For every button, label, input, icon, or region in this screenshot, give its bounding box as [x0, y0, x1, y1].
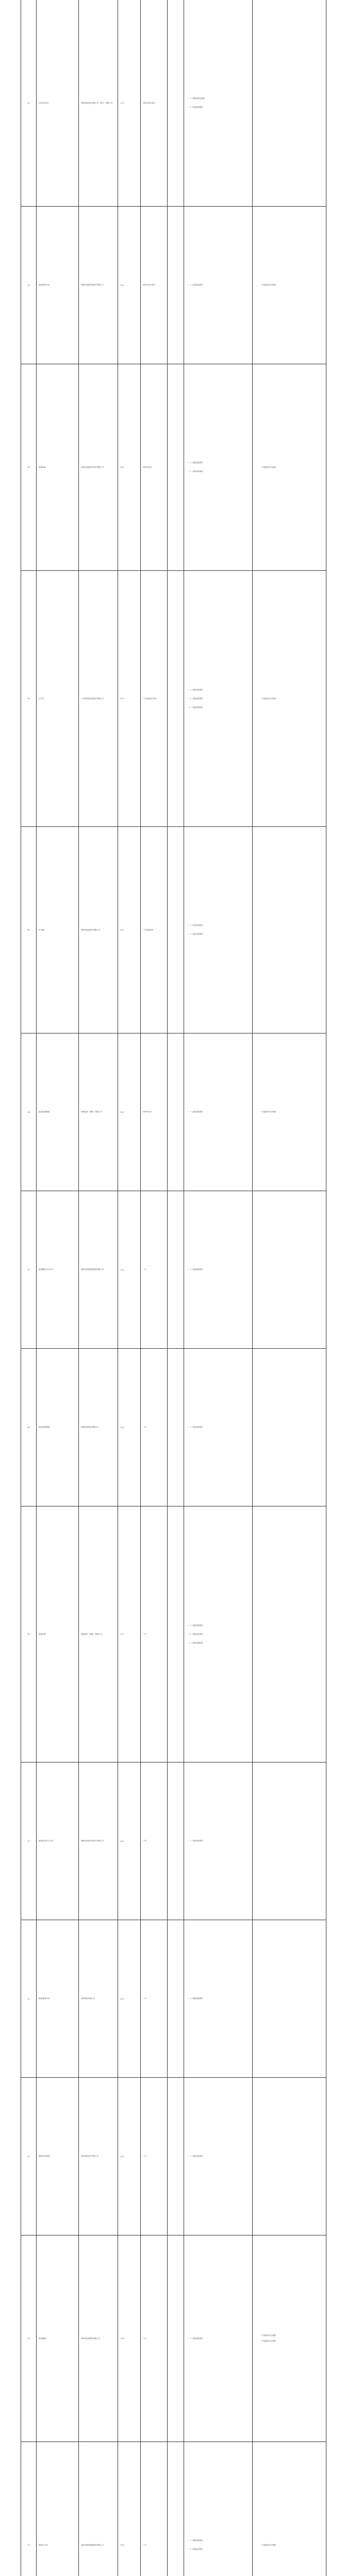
table-row	[21, 1191, 326, 1349]
product-name: 某某云平台	[37, 2442, 79, 2576]
requirements-cell	[184, 1349, 253, 1506]
table-row	[21, 0, 326, 207]
license-period: 2019年某月某日	[141, 207, 168, 364]
requirement-item: （一）某某某某要求	[187, 1624, 203, 1626]
note-item: 一个某某的安全问题	[260, 284, 276, 286]
notes-cell	[253, 1033, 326, 1191]
row-index: 03	[21, 364, 37, 570]
requirements-cell	[184, 1506, 253, 1762]
company-name: 深圳市某某网络科技有限公司	[79, 1191, 118, 1348]
notes-cell	[253, 1762, 326, 1920]
requirements-cell	[184, 2078, 253, 2235]
requirements-cell	[184, 571, 253, 826]
product-name: 某某Plus	[37, 364, 79, 570]
license-period: 三年	[141, 2442, 168, 2576]
category	[168, 1033, 184, 1191]
row-index: 09	[21, 1506, 37, 1762]
table-row	[21, 571, 326, 827]
product-name: 某某管理系统	[37, 1349, 79, 1506]
requirements-cell	[184, 2442, 253, 2576]
requirements-cell	[184, 364, 253, 570]
requirement-item: （一）某某某某要求	[187, 2155, 203, 2157]
requirement-item: （一）某某某某要求	[187, 1997, 203, 1999]
table-row	[21, 2078, 326, 2235]
row-index: 08	[21, 1349, 37, 1506]
notes-cell	[253, 1920, 326, 2077]
license-period: 2019年某月	[141, 1033, 168, 1191]
category	[168, 0, 184, 206]
product-name: 某某服务平台中心	[37, 1191, 79, 1348]
product-name: 某某软件(V1)	[37, 207, 79, 364]
license-period: 三年某某某年某月	[141, 571, 168, 826]
notes-cell	[253, 0, 326, 206]
category	[168, 1762, 184, 1920]
table	[21, 0, 326, 2576]
version: 2.0.0	[118, 2442, 141, 2576]
license-period: 二年	[141, 1191, 168, 1348]
notes-cell	[253, 827, 326, 1033]
table-row	[21, 2235, 326, 2442]
requirement-item: （二）某某标准要求	[187, 470, 203, 472]
category	[168, 2078, 184, 2235]
note-item: 一个某某的安全问题	[260, 2334, 276, 2337]
row-index: 14	[21, 2442, 37, 2576]
company-name: 广东省某某信息技术有限公司	[79, 571, 118, 826]
category	[168, 364, 184, 570]
category	[168, 2442, 184, 2576]
product-name: 云平台	[37, 571, 79, 826]
table-row	[21, 827, 326, 1033]
company-name: 深圳某某软件有限公司	[79, 2078, 118, 2235]
category	[168, 1191, 184, 1348]
requirements-cell	[184, 1920, 253, 2077]
version: 1.0.1	[118, 827, 141, 1033]
requirements-cell	[184, 0, 253, 206]
row-index: 05	[21, 827, 37, 1033]
company-name: 深圳某某科技有限公司	[79, 1349, 118, 1506]
requirements-cell	[184, 1191, 253, 1348]
license-period: 三年	[141, 2235, 168, 2442]
requirement-item: （三）某某某某标准	[187, 1641, 203, 1644]
license-period: 2019年某月	[141, 364, 168, 570]
requirement-item: （一）某某某某要求	[187, 1268, 203, 1270]
requirement-item: （二）某某标准要求	[187, 1633, 203, 1635]
note-item: 一个某某的安全问题	[260, 2340, 276, 2342]
requirement-item: （一）某某某某要求	[187, 462, 203, 464]
notes-cell	[253, 2442, 326, 2576]
category	[168, 2235, 184, 2442]
category	[168, 1349, 184, 1506]
note-item: 一个某某的安全问题	[260, 697, 276, 700]
version: 1.0.0	[118, 1349, 141, 1506]
product-name: XXXXX(V1)	[37, 0, 79, 206]
requirement-item: （一）某某某某要求	[187, 688, 203, 691]
row-index: 10	[21, 1762, 37, 1920]
product-name: 某某APP	[37, 1506, 79, 1762]
category	[168, 571, 184, 826]
requirements-cell	[184, 1762, 253, 1920]
row-index: 11	[21, 1920, 37, 2077]
table-row	[21, 2442, 326, 2576]
product-name: 某某系统	[37, 2235, 79, 2442]
product-name: 某某检测系统	[37, 1033, 79, 1191]
company-name: 某某软件（深圳）有限公司	[79, 1506, 118, 1762]
requirement-item: （一）某某某某要求	[187, 1426, 203, 1428]
requirement-item: （一）某某某某要求	[187, 1840, 203, 1842]
requirement-item: （一）某某某某要求	[187, 1111, 203, 1113]
license-period: 二年	[141, 1349, 168, 1506]
company-name: 深圳某某（深圳）有限公司	[79, 1033, 118, 1191]
requirement-item: （二）某某某某要求	[187, 106, 203, 108]
requirement-item: （一）某某某某要求	[187, 924, 203, 926]
requirement-item: （二）某某标准要求	[187, 697, 203, 700]
row-index: 04	[21, 571, 37, 826]
row-index: 07	[21, 1191, 37, 1348]
license-period: 2019年某月某日	[141, 0, 168, 206]
version: 1.0.1	[118, 1762, 141, 1920]
version: 2.1.0	[118, 1920, 141, 2077]
license-period: 二年	[141, 1920, 168, 2077]
table-row	[21, 364, 326, 571]
company-name: 深圳市某某科技软件有限公司	[79, 207, 118, 364]
notes-cell	[253, 2078, 326, 2235]
row-index: 06	[21, 1033, 37, 1191]
version: 2.0.0	[118, 1033, 141, 1191]
requirement-item: （一）某某某某要求	[187, 284, 203, 286]
notes-cell	[253, 364, 326, 570]
row-index: 01	[21, 0, 37, 206]
requirement-item: （二）某某标准要求	[187, 2548, 203, 2550]
table-row	[21, 1506, 326, 1762]
row-index: 02	[21, 207, 37, 364]
category	[168, 207, 184, 364]
product-name: 某某管理平台	[37, 1920, 79, 2077]
requirement-item: （一）某某标准及某某	[187, 97, 205, 99]
table-row	[21, 1762, 326, 1920]
requirements-cell	[184, 207, 253, 364]
version: 3.1.0	[118, 571, 141, 826]
license-period: 二年	[141, 2078, 168, 2235]
company-name: 深圳市某某网络有限公司	[79, 2235, 118, 2442]
company-name: 深圳某某科技有限公司（某市）有限公司	[79, 0, 118, 206]
requirement-item: （二）某某标准要求	[187, 933, 203, 935]
notes-cell	[253, 207, 326, 364]
company-name: 某某市某某智能科技有限公司	[79, 2442, 118, 2576]
table-row	[21, 1349, 326, 1506]
version: 1.0.2	[118, 364, 141, 570]
company-name: 深圳市某某信息技术有限公司	[79, 1762, 118, 1920]
notes-cell	[253, 1349, 326, 1506]
note-item: 一个某某的安全问题	[260, 466, 276, 468]
note-item: 一个某某的安全问题	[260, 1111, 276, 1113]
version: 1.0.0	[118, 2078, 141, 2235]
license-period: 三年	[141, 1506, 168, 1762]
row-index: 12	[21, 2078, 37, 2235]
requirements-cell	[184, 827, 253, 1033]
requirement-item: （一）某某某某要求	[187, 2337, 203, 2340]
license-period: 三年	[141, 1762, 168, 1920]
company-name: 某某科技有限公司	[79, 1920, 118, 2077]
category	[168, 827, 184, 1033]
product-name: 某某在线办公平台	[37, 1762, 79, 1920]
requirements-cell	[184, 2235, 253, 2442]
notes-cell	[253, 571, 326, 826]
product-name: 某某信息系统	[37, 2078, 79, 2235]
category	[168, 1920, 184, 2077]
license-period: 三年某某某年	[141, 827, 168, 1033]
table-row	[21, 1033, 326, 1191]
requirement-item: （三）某某某某标准	[187, 706, 203, 708]
requirements-cell	[184, 1033, 253, 1191]
version: 1.1.2	[118, 1506, 141, 1762]
version: 1.0.3	[118, 2235, 141, 2442]
version: 1.2.0	[118, 1191, 141, 1348]
company-name: 深圳市某某软件有限公司	[79, 827, 118, 1033]
table-row	[21, 1920, 326, 2078]
version: 1.1.0	[118, 0, 141, 206]
row-index: 13	[21, 2235, 37, 2442]
table-row	[21, 207, 326, 364]
note-item: 一个某某的安全问题	[260, 2544, 276, 2546]
version: 2.0.1	[118, 207, 141, 364]
company-name: 某某市某某软件技术有限公司	[79, 364, 118, 570]
notes-cell	[253, 2235, 326, 2442]
notes-cell	[253, 1506, 326, 1762]
notes-cell	[253, 1191, 326, 1348]
product-name: 安全通	[37, 827, 79, 1033]
category	[168, 1506, 184, 1762]
requirement-item: （一）某某某某要求	[187, 2539, 203, 2541]
